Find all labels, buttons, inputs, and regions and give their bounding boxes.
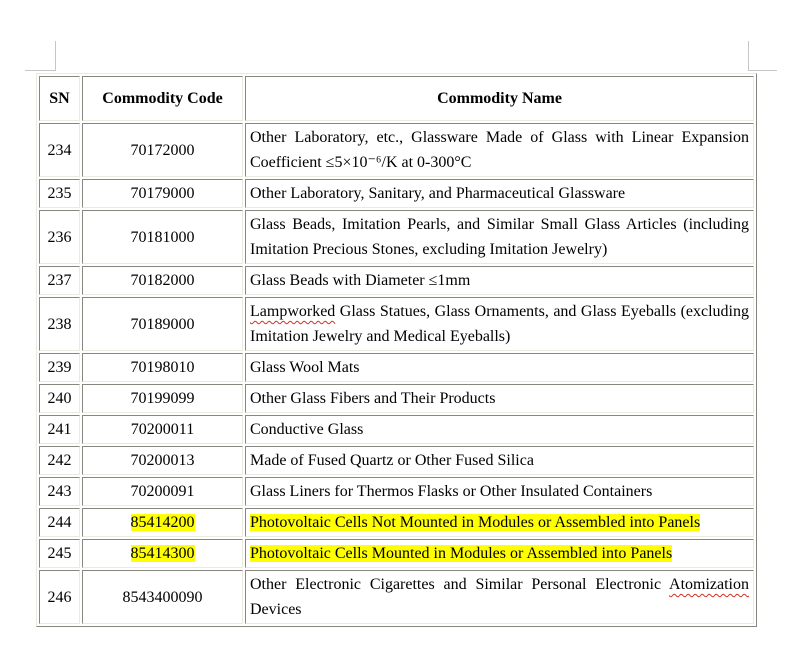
code-cell [82, 446, 243, 475]
name-cell [245, 508, 754, 537]
sn-cell: 236 [39, 210, 80, 264]
sn-cell: 237 [39, 266, 80, 295]
name-cell [245, 415, 754, 444]
commodity-code: 70189000 [130, 315, 195, 333]
column-header-sn: SN [39, 76, 80, 121]
code-cell [82, 384, 243, 413]
commodity-table [36, 73, 757, 627]
code-cell [82, 415, 243, 444]
name-cell [245, 446, 754, 475]
name-text: Other Electronic Cigarettes and Similar Personal Electronic [250, 576, 670, 593]
header-row [39, 76, 754, 121]
name-cell [245, 539, 754, 568]
code-cell [82, 477, 243, 506]
commodity-code: 70182000 [130, 272, 195, 289]
name-cell [245, 266, 754, 295]
table-row [39, 179, 754, 208]
misspelled-word: Atomization [669, 576, 749, 593]
commodity-code: 70179000 [130, 185, 195, 202]
sn-cell: 244 [39, 508, 80, 537]
commodity-code: 70198010 [130, 359, 195, 376]
column-header-code: Commodity Code [82, 76, 243, 121]
code-cell [82, 353, 243, 382]
table-body [39, 123, 754, 624]
column-header-name: Commodity Name [245, 76, 754, 121]
name-text: Photovoltaic Cells Mounted in Modules or Assembled into Panels [250, 545, 673, 562]
margin-mark-top-right-horizontal [748, 70, 777, 71]
table-row [39, 384, 754, 413]
name-text: Glass Liners for Thermos Flasks or Other Insulated Containers [250, 483, 653, 500]
name-text: Other Glass Fibers and Their Products [250, 390, 496, 407]
name-cell [245, 210, 754, 264]
name-cell [245, 384, 754, 413]
name-text: Photovoltaic Cells Not Mounted in Modules or Assembled into Panels [250, 514, 701, 531]
sn-cell: 235 [39, 179, 80, 208]
margin-mark-top-left-horizontal [25, 70, 56, 71]
sn-cell: 240 [39, 384, 80, 413]
commodity-code: 85414200 [130, 514, 195, 531]
code-cell [82, 297, 243, 351]
name-text: Glass Beads, Imitation Pearls, and Similar Small Glass Articles (including Imitation Precious Stones, excluding Imitation Jewelry) [250, 216, 749, 258]
commodity-code: 70172000 [130, 141, 195, 159]
sn-cell: 246 [39, 570, 80, 624]
sn-cell: 243 [39, 477, 80, 506]
name-cell [245, 179, 754, 208]
commodity-code: 70200011 [130, 421, 195, 438]
sn-cell: 238 [39, 297, 80, 351]
code-cell [82, 539, 243, 568]
misspelled-word: Lampworked [250, 303, 336, 320]
name-text: Glass Beads with Diameter ≤1mm [250, 272, 471, 289]
commodity-code: 8543400090 [122, 588, 203, 606]
table-header [39, 76, 754, 121]
name-text: Devices [250, 601, 302, 618]
sn-cell: 234 [39, 123, 80, 177]
margin-mark-top-left-vertical [55, 41, 56, 71]
name-cell [245, 570, 754, 624]
sn-cell: 245 [39, 539, 80, 568]
code-cell [82, 210, 243, 264]
name-cell [245, 297, 754, 351]
commodity-code: 70200091 [130, 483, 195, 500]
name-text: Glass Wool Mats [250, 359, 360, 376]
name-text: Conductive Glass [250, 421, 364, 438]
table-row [39, 210, 754, 264]
margin-mark-top-right-vertical [748, 41, 749, 71]
table-row [39, 539, 754, 568]
name-text: Glass Statues, Glass Ornaments, and Glass Eyeballs (excluding Imitation Jewelry and Medical Eyeballs) [250, 303, 749, 345]
name-text: Other Laboratory, etc., Glassware Made of Glass with Linear Expansion Coefficient ≤5×10⁻⁶/K at 0-300°C [250, 129, 749, 171]
name-cell [245, 353, 754, 382]
name-cell [245, 123, 754, 177]
code-cell [82, 123, 243, 177]
table-row [39, 266, 754, 295]
table-row [39, 570, 754, 624]
commodity-code: 85414300 [130, 545, 195, 562]
name-text: Made of Fused Quartz or Other Fused Silica [250, 452, 534, 469]
code-cell [82, 266, 243, 295]
table-row [39, 353, 754, 382]
sn-cell: 239 [39, 353, 80, 382]
table-row [39, 123, 754, 177]
sn-cell: 242 [39, 446, 80, 475]
commodity-code: 70200013 [130, 452, 195, 469]
table-row [39, 297, 754, 351]
table-row [39, 446, 754, 475]
table-row [39, 477, 754, 506]
code-cell [82, 508, 243, 537]
code-cell [82, 179, 243, 208]
name-cell [245, 477, 754, 506]
commodity-code: 70199099 [130, 390, 195, 407]
commodity-code: 70181000 [130, 228, 195, 246]
table-row [39, 508, 754, 537]
sn-cell: 241 [39, 415, 80, 444]
name-text: Other Laboratory, Sanitary, and Pharmaceutical Glassware [250, 185, 626, 202]
code-cell [82, 570, 243, 624]
table-row [39, 415, 754, 444]
